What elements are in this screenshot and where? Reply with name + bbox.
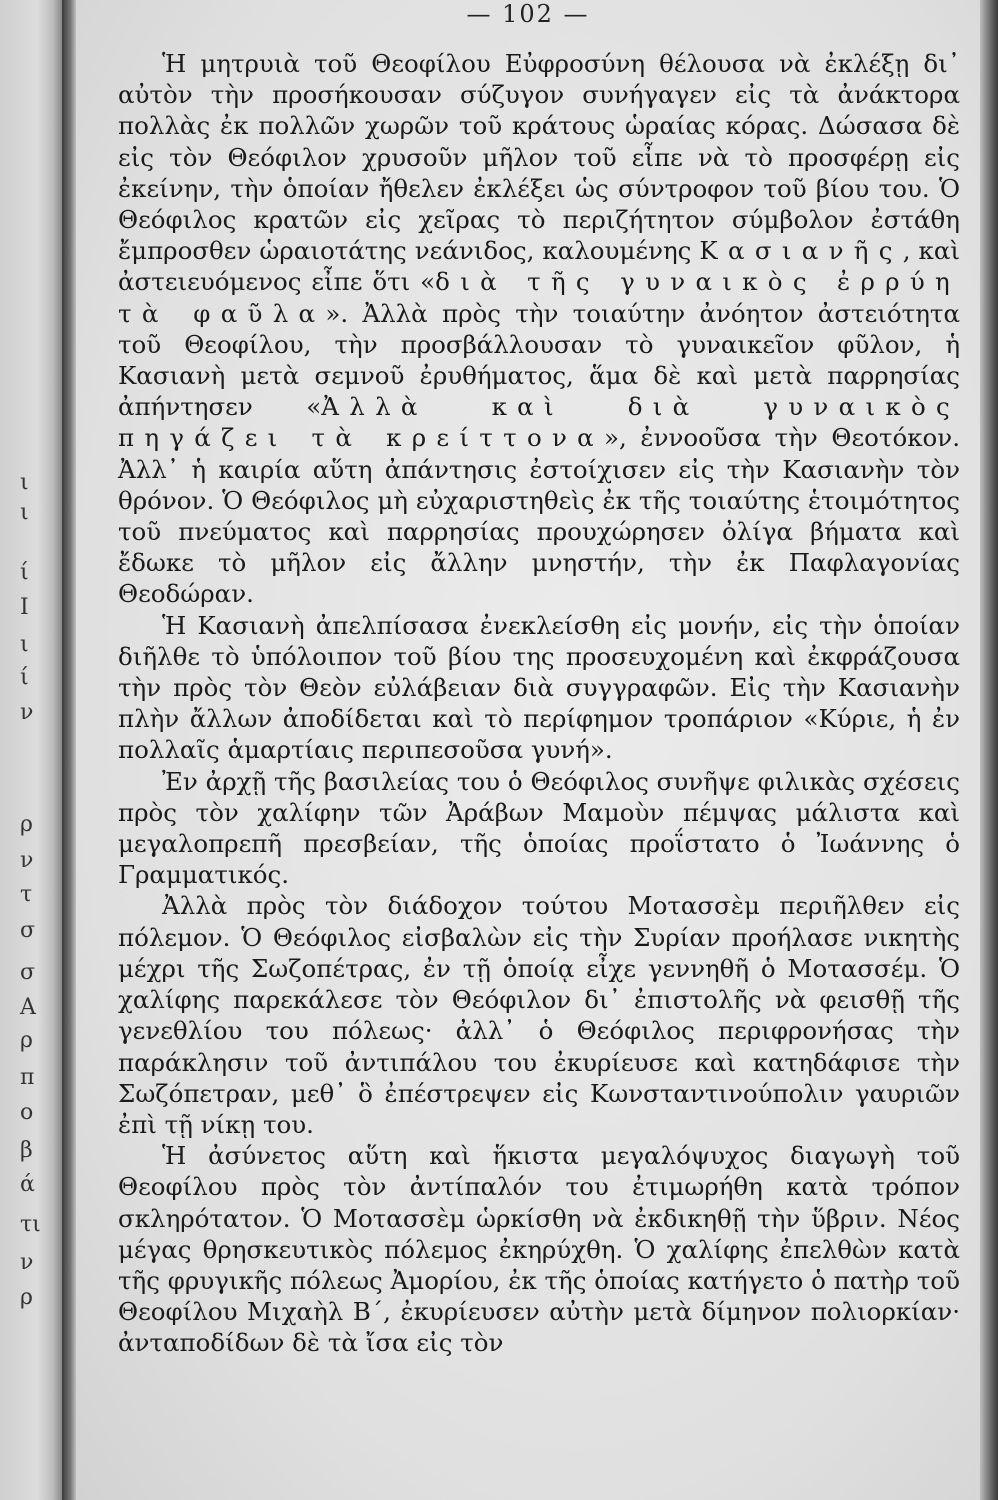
spaced-emphasis-text: Ἀλλὰ καὶ διὰ γυναικὸς πηγάζει τὰ κρείττονα <box>118 392 960 453</box>
facing-page-letter: ν <box>20 700 34 725</box>
facing-page-edge <box>0 0 62 1500</box>
text-run: Ἡ μητρυιὰ τοῦ Θεοφίλου Εὐφροσύνη θέλουσα νὰ ἐκλέξῃ δι᾿ αὐτὸν τὴν προσήκουσαν σύζυγον συνήγαγεν εἰς τὰ ἀνάκτορα πολλὰς ἐκ πολλῶν χωρῶν τοῦ κράτους ὡραίας κόρας. Δώσασα δὲ εἰς τὸν Θεόφιλον χρυσοῦν μῆλον τοῦ εἶπε νὰ τὸ προσφέρῃ εἰς ἐκείνην, τὴν ὁποίαν ἤθελεν ἐκλέξει ὡς σύντροφον τοῦ βίου του. Ὁ Θεόφιλος κρατῶν εἰς χεῖρας τὸ περιζήτητον σύμβολον ἐστάθη ἔμπροσθεν ὡραιοτάτης νεάνιδος, καλουμένης <box>118 49 960 266</box>
paragraph <box>118 1140 960 1358</box>
facing-page-letter: ρ <box>20 812 33 837</box>
body-text <box>118 48 960 1359</box>
paragraph <box>118 48 960 610</box>
text-run: Ἡ Κασιανὴ ἀπελπίσασα ἐνεκλείσθη εἰς μονήν, εἰς τὴν ὁποίαν διῆλθε τὸ ὑπόλοιπον τοῦ βίου της προσευχομένη καὶ ἐκφράζουσα τὴν πρὸς τὸν Θεὸν εὐλάβειαν διὰ συγγραφῶν. Εἰς τὴν Κασιανὴν πλὴν ἄλλων ἀποδίδεται καὶ τὸ περίφημον τροπάριον «Κύριε, ἡ ἐν πολλαῖς ἁμαρτίαις περιπεσοῦσα γυνή». <box>118 610 960 765</box>
spaced-emphasis-text: διὰ τῆς γυναικὸς ἐρρύη τὰ φαῦλα <box>118 267 960 328</box>
facing-page-letter: ι <box>20 470 29 495</box>
facing-page-letter: σ <box>20 918 36 943</box>
facing-page-margin-text <box>20 0 50 1500</box>
facing-page-letter: ν <box>20 848 34 873</box>
text-run: », ἐννοοῦσα τὴν Θεοτόκον. Ἀλλ᾿ ἡ καιρία αὕτη ἀπάντησις ἐστοίχισεν εἰς τὴν Κασιανὴν τὸν θρόνον. Ὁ Θεόφιλος μὴ εὐχαριστηθεὶς ἐκ τῆς τοιαύτης ἑτοιμότητος τοῦ πνεύματος καὶ παρρησίας προυχώρησεν ὀλίγα βήματα καὶ ἔδωκε τὸ μῆλον εἰς ἄλλην μνηστήν, τὴν ἐκ Παφλαγονίας Θεοδώραν. <box>118 423 960 609</box>
paragraph <box>118 890 960 1140</box>
facing-page-letter: τ <box>20 882 33 907</box>
facing-page-letter: ν <box>20 1250 34 1275</box>
page-edge-right <box>980 0 998 1500</box>
facing-page-letter: ι <box>20 632 29 657</box>
facing-page-letter: σ <box>20 960 36 985</box>
facing-page-letter: Α <box>20 995 36 1020</box>
facing-page-letter: ί <box>20 560 29 585</box>
text-run: Ἐν ἀρχῇ τῆς βασιλείας του ὁ Θεόφιλος συνῆψε φιλικὰς σχέσεις πρὸς τὸν χαλίφην τῶν Ἀράβων Μαμοὺν πέμψας μάλιστα καὶ μεγαλοπρεπῆ πρεσβείαν, τῆς ὁποίας προΐστατο ὁ Ἰωάννης ὁ Γραμματικός. <box>118 766 960 890</box>
facing-page-letter: π <box>20 1065 35 1090</box>
facing-page-letter: ο <box>20 1100 34 1125</box>
book-gutter <box>62 0 76 1500</box>
facing-page-letter: β <box>20 1138 33 1163</box>
facing-page-letter: τι <box>20 1212 41 1237</box>
text-run: , καὶ ἀστειευόμενος εἶπε ὅτι « <box>118 236 961 297</box>
text-run: ». Ἀλλὰ πρὸς τὴν τοιαύτην ἀνόητον ἀστειότητα τοῦ Θεοφίλου, τὴν προσβάλλουσαν τὸ γυναικεῖον φῦλον, ἡ Κασιανὴ μετὰ σεμνοῦ ἐρυθήματος, ἅμα δὲ καὶ μετὰ παρρησίας ἀπήντησεν « <box>118 298 960 422</box>
page-number: — 102 — <box>466 0 590 28</box>
paragraph <box>118 766 960 891</box>
spaced-emphasis-text: Κασιανῆς <box>699 236 903 266</box>
book-page <box>76 0 980 1500</box>
facing-page-letter: ρ <box>20 1028 33 1053</box>
paragraph <box>118 610 960 766</box>
facing-page-letter: ά <box>20 1172 35 1197</box>
text-run: Ἡ ἀσύνετος αὕτη καὶ ἥκιστα μεγαλόψυχος διαγωγὴ τοῦ Θεοφίλου πρὸς τὸν ἀντίπαλόν του ἐτιμωρήθη κατὰ τρόπον σκληρότατον. Ὁ Μοτασσὲμ ὡρκίσθη νὰ ἐκδικηθῇ τὴν ὕβριν. Νέος μέγας θρησκευτικὸς πόλεμος ἐκηρύχθη. Ὁ χαλίφης ἐπελθὼν κατὰ τῆς φρυγικῆς πόλεως Ἀμορίου, ἐκ τῆς ὁποίας κατήγετο ὁ πατὴρ τοῦ Θεοφίλου Μιχαὴλ Β΄, ἐκυρίευσεν αὐτὴν μετὰ δίμηνον πολιορκίαν· ἀνταποδίδων δὲ τὰ ἴσα εἰς τὸν <box>118 1141 960 1358</box>
facing-page-letter: ι <box>20 500 29 525</box>
text-run: Ἀλλὰ πρὸς τὸν διάδοχον τούτου Μοτασσὲμ περιῆλθεν εἰς πόλεμον. Ὁ Θεόφιλος εἰσβαλὼν εἰς τὴν Συρίαν προήλασε νικητὴς μέχρι τῆς Σωζοπέτρας, ἐν τῇ ὁποίᾳ εἶχε γεννηθῆ ὁ Μοτασσέμ. Ὁ χαλίφης παρεκάλεσε τὸν Θεόφιλον δι᾿ ἐπιστολῆς νὰ φεισθῇ τῆς γενεθλίου του πόλεως· ἀλλ᾿ ὁ Θεόφιλος περιφρονήσας τὴν παράκλησιν τοῦ ἀντιπάλου του ἐκυρίευσε καὶ κατηδάφισε τὴν Σωζόπετραν, μεθ᾿ ὃ ἐπέστρεψεν εἰς Κωνσταντινούπολιν γαυριῶν ἐπὶ τῇ νίκῃ του. <box>118 891 960 1139</box>
facing-page-letter: Ι <box>20 595 29 620</box>
facing-page-letter: ρ <box>20 1285 33 1310</box>
facing-page-letter: ί <box>20 665 29 690</box>
